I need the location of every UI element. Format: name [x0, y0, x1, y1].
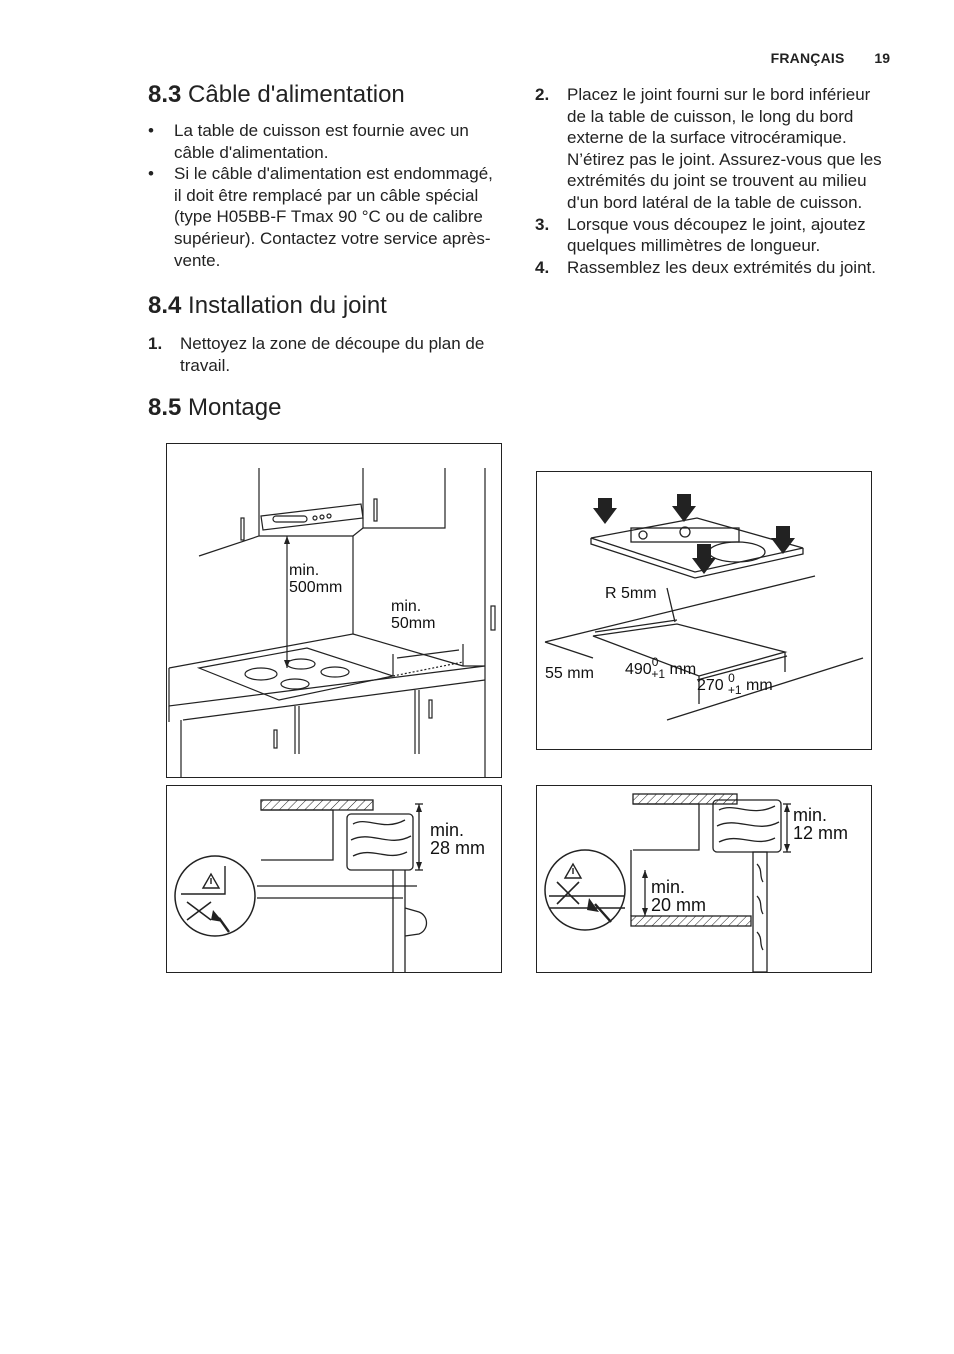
min-top-label: min. 12 mm: [793, 805, 849, 843]
min-thickness-label: min. 28 mm: [430, 820, 486, 858]
warning-icon: [545, 850, 625, 930]
width-b-label: 270 $^0_{+1}$ mm: [697, 671, 773, 697]
right-column: [535, 84, 889, 278]
depth-label: 55 mm: [545, 665, 594, 682]
page-number: 19: [874, 50, 890, 66]
worktop-thickness-drawing: [167, 786, 501, 972]
step-item: 4. Rassemblez les deux extrémités du joint.: [535, 257, 876, 277]
figure-under-clearance: [536, 785, 872, 973]
gasket-steps-left: [148, 333, 504, 376]
warning-icon: [175, 856, 255, 936]
figure-cutout-dimensions: [536, 471, 872, 750]
figure-worktop-thickness: [166, 785, 502, 973]
section-title-8-5: 8.5 Montage: [148, 394, 282, 422]
step-item: 3. Lorsque vous découpez le joint, ajoutez quelques millimètres de longueur.: [535, 214, 866, 256]
min-gap-label: min. 20 mm: [651, 877, 707, 915]
gasket-steps-right: [535, 84, 889, 278]
language-label: FRANÇAIS: [770, 50, 845, 66]
section-title-8-3: 8.3 Câble d'alimentation: [148, 81, 405, 108]
step-item: 2. Placez le joint fourni sur le bord inférieur de la table de cuisson, le long du bord externe de la surface vitrocéramique. N’étirez pas le joint. Assurez-vous que les extrémités du joint se trouvent au milieu d'un bord latéral de la table de cuisson.: [535, 85, 882, 212]
list-item: • La table de cuisson est fournie avec un câble d'alimentation.: [148, 120, 504, 163]
section-title-8-4: 8.4 Installation du joint: [148, 292, 387, 320]
min-height-label: min. 500mm: [289, 562, 343, 596]
list-item: • Si le câble d'alimentation est endommagé, il doit être remplacé par un câble spécial (type H05BB-F Tmax 90 °C ou de calibre supérieur). Contactez votre service après-vente.: [148, 163, 504, 271]
cutout-dimensions-drawing: [537, 472, 871, 749]
figure-kitchen-clearance: [166, 443, 502, 778]
page-header: [771, 50, 890, 66]
min-side-label: min. 50mm: [391, 598, 436, 632]
kitchen-clearance-drawing: [167, 444, 501, 777]
width-a-label: $490^0_{+1}$ mm: [625, 655, 697, 681]
power-cable-list: [148, 120, 504, 271]
left-column: [148, 80, 504, 423]
step-item: 1. Nettoyez la zone de découpe du plan de travail.: [148, 334, 485, 375]
radius-label: R 5mm: [605, 585, 657, 602]
